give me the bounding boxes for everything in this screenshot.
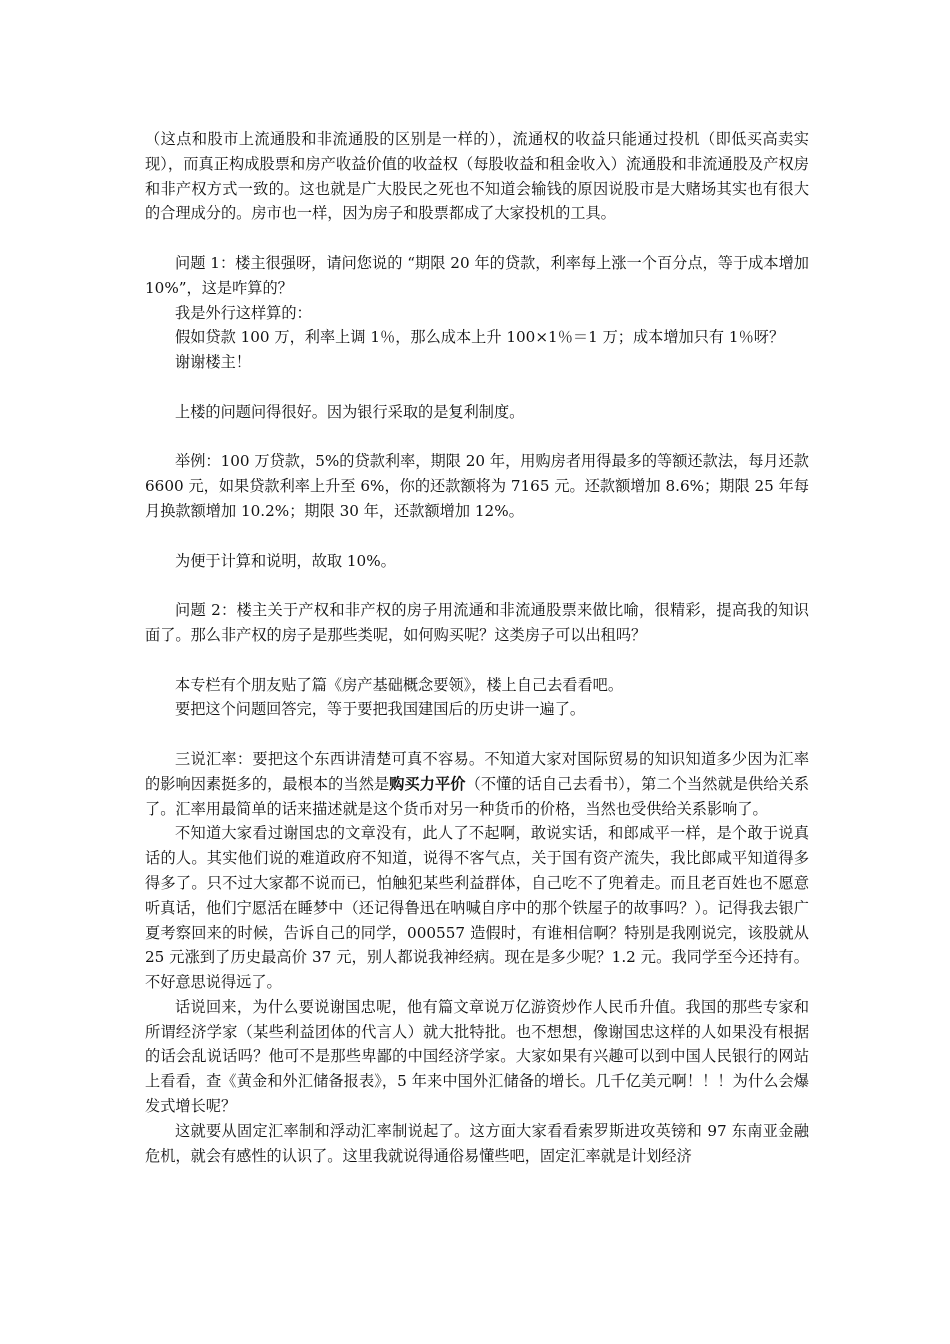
paragraph-hot-money: 话说回来，为什么要说谢国忠呢，他有篇文章说万亿游资炒作人民币升值。我国的那些专家和所谓经济学家（某些利益团体的代言人）就大批特批。也不想想，像谢国忠这样的人如果没有根据的话会乱说话吗？他可不是那些卑鄙的中国经济学家。大家如果有兴趣可以到中国人民银行的网站上看看，查《黄金和外汇储备报表》，5 年来中国外汇储备的增长。几千亿美元啊！！！为什么会爆发式增长呢？ — [145, 997, 809, 1116]
paragraph-stock-analogy: （这点和股市上流通股和非流通股的区别是一样的），流通权的收益只能通过投机（即低买高卖实现），而真正构成股票和房产收益价值的收益权（每股收益和租金收入）流通股和非流通股及产权房和非产权方式一致的。这也就是广大股民之死也不知道会输钱的原因说股市是大赌场其实也有很大的合理成分的。房市也一样，因为房子和股票都成了大家投机的工具。 — [145, 130, 809, 223]
answer-1-intro: 上楼的问题问得很好。因为银行采取的是复利制度。 — [175, 402, 525, 421]
question-1: 问题 1：楼主很强呀，请问您说的 “期限 20 年的贷款，利率每上涨一个百分点，等于成本增加 10%”，这是咋算的？ — [145, 253, 809, 297]
answer-2-line-2: 要把这个问题回答完，等于要把我国建国后的历史讲一遍了。 — [175, 700, 586, 719]
answer-2-line-1: 本专栏有个朋友贴了篇《房产基础概念要领》，楼上自己去看看吧。 — [175, 675, 624, 694]
question-1-line-2: 我是外行这样算的： — [175, 303, 312, 322]
paragraph-gap — [145, 375, 809, 400]
ppp-term: 购买力平价 — [389, 774, 466, 793]
paragraph-gap — [145, 573, 809, 598]
paragraph-fixed-rate: 这就要从固定汇率制和浮动汇率制说起了。这方面大家看看索罗斯进攻英镑和 97 东南亚金融危机，就会有感性的认识了。这里我就说得通俗易懂些吧，固定汇率就是计划经济 — [145, 1121, 809, 1165]
answer-1-note: 为便于计算和说明，故取 10%。 — [175, 551, 396, 570]
paragraph-gap — [145, 648, 809, 673]
exchange-rate-intro — [145, 747, 809, 821]
document-body — [145, 127, 809, 1168]
paragraph-gap — [145, 425, 809, 450]
question-1-line-4: 谢谢楼主！ — [175, 353, 251, 372]
paragraph-xie-guozhong: 不知道大家看过谢国忠的文章没有，此人了不起啊，敢说实话，和郎咸平一样，是个敢于说真话的人。其实他们说的难道政府不知道，说得不客气点，关于国有资产流失，我比郎咸平知道得多得多了。只不过大家都不说而已，怕触犯某些利益群体，自己吃不了兜着走。而且老百姓也不愿意听真话，他们宁愿活在睡梦中（还记得鲁迅在呐喊自序中的那个铁屋子的故事吗？）。记得我去银广夏考察回来的时候，告诉自己的同学，000557 造假时，有谁相信啊？特别是我刚说完，该股就从 25 元涨到了历史最高价 37 元，别人都说我神经病。现在是多少呢？1.2 元。我同学至今还持有。不好意思说得远了。 — [145, 824, 809, 992]
paragraph-gap — [145, 722, 809, 747]
exchange-rate-intro-part-2: （不懂的话自己去看书），第二个当然就是供给关系了。汇率用最简单的话来描述就是这个货币对另一种货币的价格，当然也受供给关系影响了。 — [145, 774, 810, 818]
exchange-rate-intro-part-1: 三说汇率：要把这个东西讲清楚可真不容易。不知道大家对国际贸易的知识知道多少因为汇率的影响因素挺多的，最根本的当然是 — [145, 749, 809, 793]
question-2: 问题 2：楼主关于产权和非产权的房子用流通和非流通股票来做比喻，很精彩，提高我的知识面了。那么非产权的房子是那些类呢，如何购买呢？这类房子可以出租吗？ — [145, 601, 809, 644]
question-1-line-3: 假如贷款 100 万，利率上调 1％，那么成本上升 100×1％＝1 万；成本增加只有 1％呀？ — [175, 328, 785, 347]
answer-1-example: 举例：100 万贷款，5%的贷款利率，期限 20 年，用购房者用得最多的等额还款法，每月还款 6600 元，如果贷款利率上升至 6%，你的还款额将为 7165 元。还款额增加 8.6%；期限 25 年每月换款额增加 10.2%；期限 30 年，还款额增加 12%。 — [145, 452, 809, 520]
paragraph-gap — [145, 226, 809, 251]
paragraph-gap — [145, 524, 809, 549]
